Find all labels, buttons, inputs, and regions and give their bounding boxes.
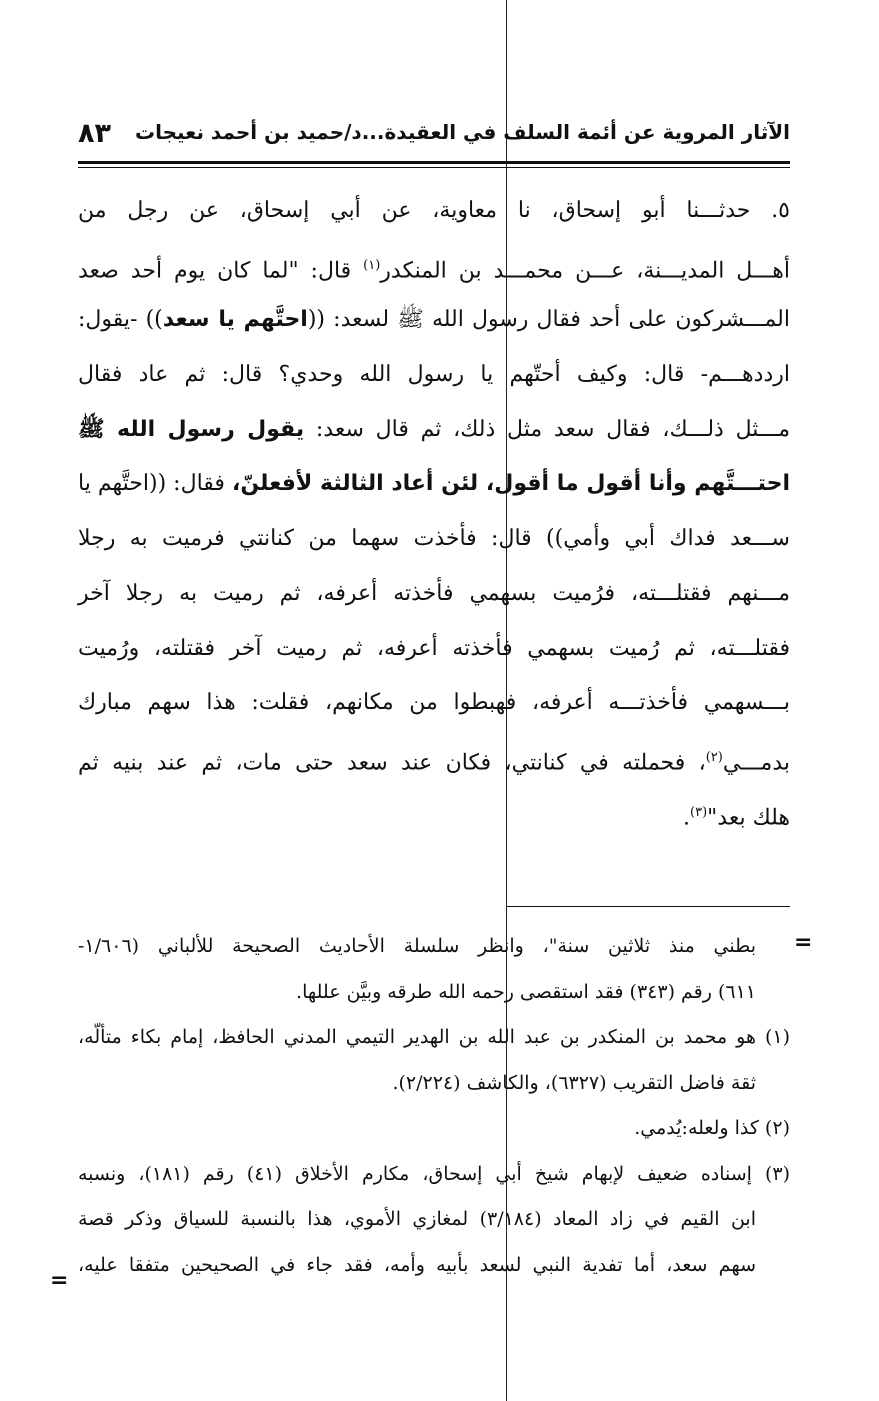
footnote-line: (٢) كذا ولعله:يُدمي. xyxy=(634,1117,790,1139)
footnote-ref: (٣) xyxy=(690,804,708,820)
continuation-mark: = xyxy=(794,930,813,955)
footnote-line: ثقة فاضل التقريب (٦٣٢٧)، والكاشف (٢/٢٢٤). xyxy=(392,1071,756,1094)
footnote-ref: (١) xyxy=(363,257,381,273)
main-text xyxy=(78,188,790,844)
text-line: ســـعد فداك أبي وأمي)) قال: فأخذت سهما من كنانتي فرميت به رجلا xyxy=(78,526,790,552)
text-line: أهـــل المديـــنة، عـــن محمـــد بن المنكدر$^{(١)}$ قال: "لما كان يوم أحد صعد xyxy=(78,257,790,284)
footnotes xyxy=(78,926,790,1290)
text-line: بدمـــي$^{(٢)}$، فحملته في كنانتي، فكان عند سعد حتى مات، ثم عند بنيه ثم xyxy=(78,749,790,776)
header-rule-thin xyxy=(78,167,790,168)
running-header xyxy=(78,118,790,158)
text-line: ٥. حدثـــنا أبو إسحاق، نا معاوية، عن أبي إسحاق، عن رجل من xyxy=(78,198,790,223)
footnote-ref: (٢) xyxy=(705,749,723,765)
header-title: الآثار المروية عن أئمة السلف في العقيدة...د/حميد بن أحمد نعيجات xyxy=(134,120,790,144)
footnote-line: ٦١١) رقم (٣٤٣) فقد استقصى رحمه الله طرقه وبيَّن عللها. xyxy=(296,980,756,1003)
footnote-line: ابن القيم في زاد المعاد (٣/١٨٤) لمغازي الأموي، هذا بالنسبة للسياق وذكر قصة xyxy=(78,1208,756,1230)
emphasis: احتَّهم يا سعد xyxy=(162,307,308,333)
text-line: مـــنهم فقتلـــته، فرُميت بسهمي فأخذته أعرفه، ثم رميت به رجلا آخر xyxy=(78,580,790,606)
footnote-line: (٣) إسناده ضعيف لإبهام شيخ أبي إسحاق، مكارم الأخلاق (٤١) رقم (١٨١)، ونسبه xyxy=(78,1162,790,1185)
text-line: هلك بعد"$^{(٣)}$. xyxy=(683,804,790,830)
text-line: بـــسهمي فأخذتـــه أعرفه، فهبطوا من مكانهم، فقلت: هذا سهم مبارك xyxy=(78,690,790,716)
page-number: ٨٣ xyxy=(78,118,111,149)
header-rule xyxy=(78,161,790,164)
text-line: مـــثل ذلـــك، فقال سعد مثل ذلك، ثم قال سعد: يقول رسول الله ﷺ xyxy=(78,416,790,442)
footnote-line: سهم سعد، أما تفدية النبي لسعد بأبيه وأمه، فقد جاء في الصحيحين متفقا عليه، xyxy=(78,1253,756,1276)
footnote-separator xyxy=(507,906,790,907)
text-line: اردده‍ـــم- قال: وكيف أحتّهم يا رسول الله وحدي؟ قال: ثم عاد فقال xyxy=(78,362,790,388)
text-line: المـــشركون على أحد فقال رسول الله ﷺ لسعد: ((احتَّهم يا سعد)) -يقول: xyxy=(78,307,790,333)
emphasis: يقول رسول الله ﷺ xyxy=(78,416,305,442)
footnote-line: بطني منذ ثلاثين سنة"، وانظر سلسلة الأحاديث الصحيحة للألباني (١/٦٠٦- xyxy=(78,935,756,957)
emphasis: احتـــتَّهم وأنا أقول ما أقول، لئن أعاد الثالثة لأفعلنّ، xyxy=(231,471,790,497)
continuation-mark: = xyxy=(50,1268,69,1293)
footnote-line: (١) هو محمد بن المنكدر بن عبد الله بن الهدير التيمي المدني الحافظ، إمام بكاء متألّه، xyxy=(78,1026,790,1048)
text-line: فقتلـــته، ثم رُميت بسهمي فأخذته أعرفه، ثم رميت آخر فقتلته، ورُميت xyxy=(78,635,790,661)
text-line: احتـــتَّهم وأنا أقول ما أقول، لئن أعاد الثالثة لأفعلنّ، فقال: ((احتَّهم يا xyxy=(78,471,790,497)
